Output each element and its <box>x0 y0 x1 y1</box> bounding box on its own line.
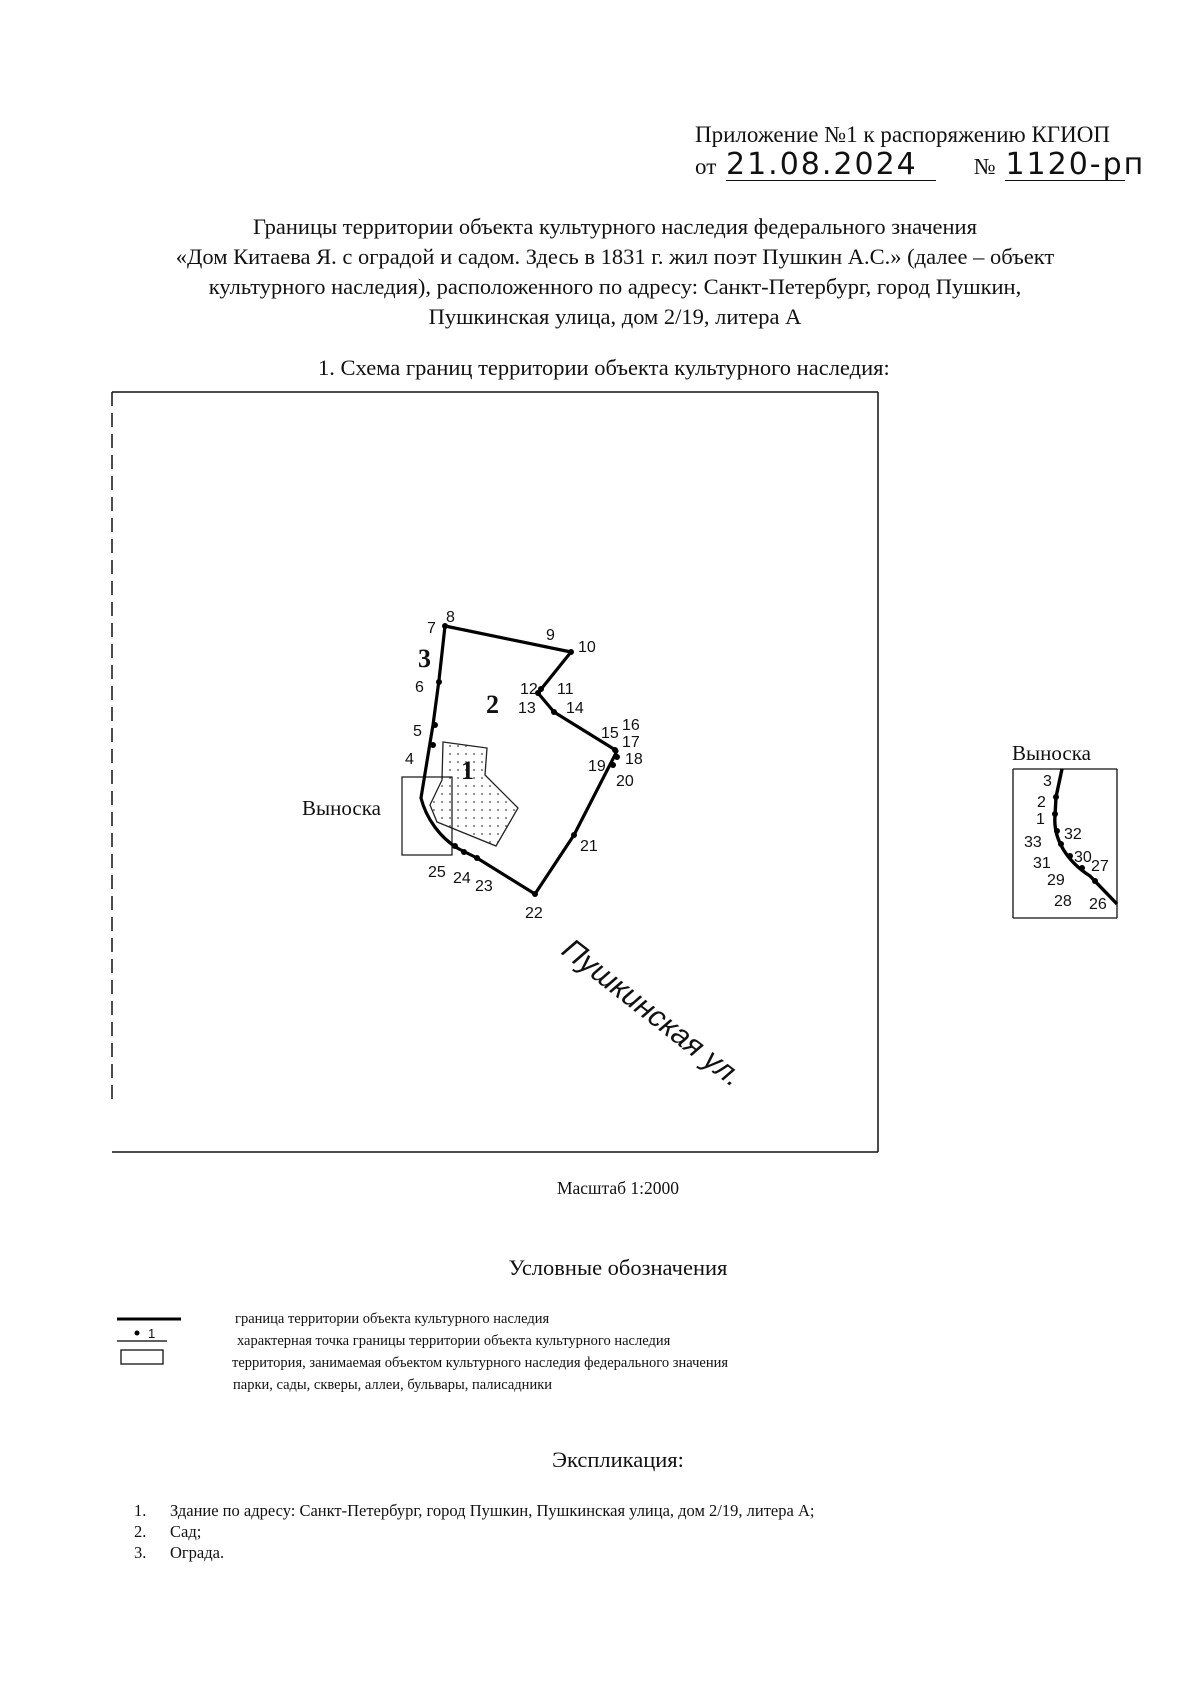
point-label: 11 <box>557 681 574 698</box>
boundary-point <box>610 762 616 768</box>
inset-title: Выноска <box>1012 741 1091 765</box>
legend-item-point: характерная точка границы территории объекта культурного наследия <box>237 1333 671 1349</box>
point-label: 21 <box>580 838 598 855</box>
point-label: 22 <box>525 905 543 922</box>
explication-item-text: Здание по адресу: Санкт-Петербург, город Пушкин, Пушкинская улица, дом 2/19, литера А; <box>170 1501 815 1520</box>
zone-number-fence: 3 <box>418 644 431 673</box>
point-label: 10 <box>578 639 596 656</box>
legend-item-object-territory: территория, занимаемая объектом культурного наследия федерального значения <box>232 1355 729 1371</box>
legend-item-parks: парки, сады, скверы, аллеи, бульвары, палисадники <box>233 1377 553 1393</box>
inset-point-label: 1 <box>1036 811 1045 828</box>
legend-point-number: 1 <box>148 1326 156 1341</box>
callout-label: Выноска <box>302 796 381 820</box>
inset-point-label: 31 <box>1033 855 1051 872</box>
point-label: 13 <box>518 700 536 717</box>
point-label: 25 <box>428 864 446 881</box>
boundary-point <box>612 747 618 753</box>
zone-number-garden: 2 <box>486 690 499 719</box>
map-scale: Масштаб 1:2000 <box>556 1178 680 1198</box>
inset-point-label: 33 <box>1024 834 1042 851</box>
point-label: 16 <box>622 717 640 734</box>
inset-point-label: 29 <box>1047 872 1065 889</box>
section-heading: 1. Схема границ территории объекта культурного наследия: <box>318 355 890 380</box>
inset-point-label: 26 <box>1089 896 1107 913</box>
street-label: Пушкинская ул. <box>555 932 749 1094</box>
explication-item <box>134 1542 814 1563</box>
inset-point <box>1052 811 1058 817</box>
boundary-point <box>432 722 438 728</box>
title-line: Пушкинская улица, дом 2/19, литера А <box>428 304 802 329</box>
point-label: 4 <box>405 751 414 768</box>
point-label: 8 <box>446 609 455 626</box>
point-label: 24 <box>453 870 471 887</box>
point-label: 6 <box>415 679 424 696</box>
map-frame <box>112 392 878 1152</box>
inset-point <box>1054 828 1060 834</box>
title-line: Границы территории объекта культурного наследия федерального значения <box>253 214 977 239</box>
inset-point <box>1053 794 1059 800</box>
number-prefix: № <box>973 154 996 179</box>
inset-point <box>1092 878 1098 884</box>
explication-list <box>134 1500 814 1563</box>
building-outline <box>430 742 518 846</box>
explication-title: Экспликация: <box>552 1447 684 1472</box>
point-label: 19 <box>588 758 606 775</box>
date-prefix: от <box>695 154 717 179</box>
boundary-point <box>452 843 458 849</box>
explication-item <box>134 1521 814 1542</box>
point-label: 5 <box>413 723 422 740</box>
point-label: 9 <box>546 627 555 644</box>
title-line: «Дом Китаева Я. с оградой и садом. Здесь в 1831 г. жил поэт Пушкин А.С.» (далее – объект <box>175 244 1055 269</box>
boundary-point <box>568 649 574 655</box>
inset-point-label: 30 <box>1074 849 1092 866</box>
legend-point-dot <box>135 1331 140 1336</box>
boundary-point <box>532 891 538 897</box>
handwritten-date: 21.08.2024 <box>726 150 936 181</box>
boundary-point <box>551 709 557 715</box>
point-label: 23 <box>475 878 493 895</box>
inset-point-label: 32 <box>1064 826 1082 843</box>
boundary-point <box>461 849 467 855</box>
point-label: 12 <box>520 681 538 698</box>
boundary-point <box>436 679 442 685</box>
point-label: 17 <box>622 734 640 751</box>
point-label: 14 <box>566 700 584 717</box>
explication-item-number: 1. <box>134 1501 147 1520</box>
title-line: культурного наследия), расположенного по адресу: Санкт-Петербург, город Пушкин, <box>208 274 1022 299</box>
legend-item-boundary: граница территории объекта культурного наследия <box>235 1311 550 1327</box>
zone-number-building: 1 <box>461 756 474 785</box>
legend-title: Условные обозначения <box>508 1255 728 1280</box>
inset-point <box>1067 853 1073 859</box>
boundary-point <box>614 754 620 760</box>
inset-point-label: 3 <box>1043 773 1052 790</box>
inset-point-label: 28 <box>1054 893 1072 910</box>
inset-point-label: 2 <box>1037 794 1046 811</box>
appendix-line: Приложение №1 к распоряжению КГИОП <box>695 122 1110 147</box>
explication-item-text: Сад; <box>170 1522 202 1541</box>
boundary-point <box>430 742 436 748</box>
legend-object-territory-box <box>121 1350 163 1364</box>
boundary-point <box>474 855 480 861</box>
point-label: 18 <box>625 751 643 768</box>
legend-symbols <box>117 1319 181 1364</box>
point-label: 7 <box>427 620 436 637</box>
explication-item-number: 2. <box>134 1522 147 1541</box>
boundary-point <box>571 832 577 838</box>
point-label: 15 <box>601 725 619 742</box>
explication-item <box>134 1500 814 1521</box>
inset-point-label: 27 <box>1091 858 1109 875</box>
explication-item-text: Ограда. <box>170 1543 225 1562</box>
handwritten-order-number: 1120-рп <box>1005 147 1146 182</box>
explication-item-number: 3. <box>134 1543 147 1562</box>
point-label: 20 <box>616 773 634 790</box>
